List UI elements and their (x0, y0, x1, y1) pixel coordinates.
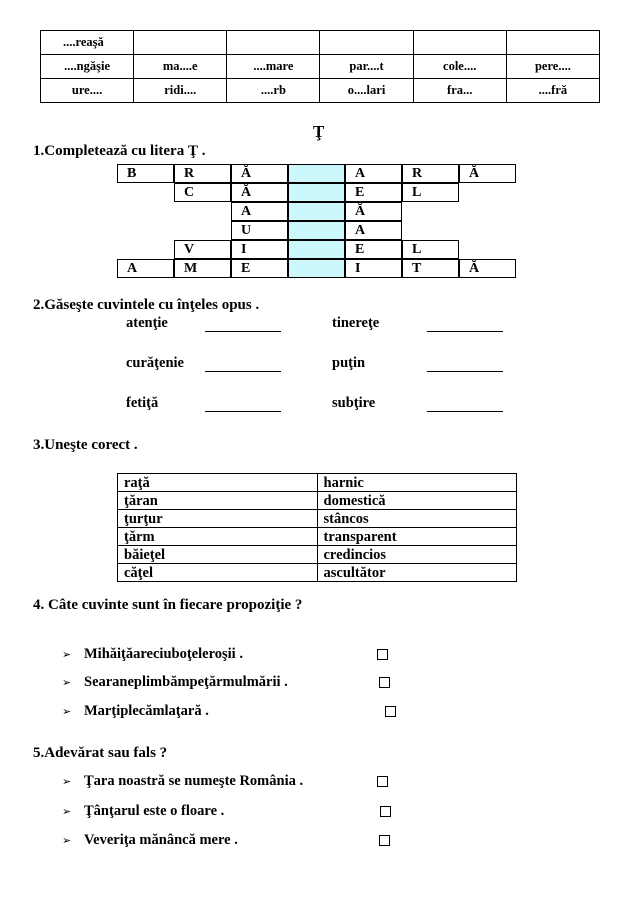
answer-blank[interactable] (427, 331, 503, 332)
fill-cell: pere.... (506, 55, 599, 79)
arrow-bullet-icon: ➢ (62, 834, 72, 847)
crossword-answer-cell[interactable] (288, 259, 345, 278)
exercise-3-heading: 3.Uneşte corect . (33, 437, 138, 453)
answer-blank[interactable] (205, 371, 281, 372)
match-left-word[interactable]: băieţel (118, 546, 318, 564)
fill-cell[interactable] (506, 31, 599, 55)
antonym-word: fetiţă (126, 395, 159, 411)
crossword-cell: T (402, 259, 459, 278)
answer-checkbox[interactable] (385, 706, 396, 717)
fill-cell: ....ngăşie (41, 55, 134, 79)
match-left-word[interactable]: ţăran (118, 492, 318, 510)
fill-cell[interactable] (134, 31, 227, 55)
answer-checkbox[interactable] (379, 835, 390, 846)
matching-table (117, 473, 517, 582)
crossword-cell: A (345, 164, 402, 183)
table-row (118, 492, 517, 510)
match-right-word[interactable]: harnic (317, 474, 517, 492)
fill-cell: fra... (413, 79, 506, 103)
answer-checkbox[interactable] (377, 649, 388, 660)
fill-cell: ridi.... (134, 79, 227, 103)
match-left-word[interactable]: ţurţur (118, 510, 318, 528)
crossword-cell: M (174, 259, 231, 278)
crossword-cell: Ă (231, 183, 288, 202)
answer-checkbox[interactable] (379, 677, 390, 688)
exercise-4-heading: 4. Câte cuvinte sunt în fiecare propoziţie ? (33, 597, 303, 613)
arrow-bullet-icon: ➢ (62, 775, 72, 788)
arrow-bullet-icon: ➢ (62, 805, 72, 818)
crossword-cell: L (402, 240, 459, 259)
crossword-cell: E (345, 183, 402, 202)
fill-cell[interactable] (320, 31, 413, 55)
answer-blank[interactable] (427, 371, 503, 372)
crossword-cell: A (345, 221, 402, 240)
table-row (118, 546, 517, 564)
crossword-cell: R (174, 164, 231, 183)
fill-cell: o....lari (320, 79, 413, 103)
crossword-cell: Ă (459, 259, 516, 278)
table-row (118, 564, 517, 582)
antonym-word: atenţie (126, 315, 168, 331)
match-left-word[interactable]: raţă (118, 474, 318, 492)
exercise-2-heading: 2.Găseşte cuvintele cu înţeles opus . (33, 297, 260, 313)
antonym-word: curăţenie (126, 355, 184, 371)
fill-cell: ....fră (506, 79, 599, 103)
fill-cell: ....rb (227, 79, 320, 103)
list-item: ➢ Ţânţarul este o floare . (62, 803, 225, 819)
answer-checkbox[interactable] (377, 776, 388, 787)
antonym-word: puţin (332, 355, 366, 371)
table-row (118, 474, 517, 492)
letter-title: Ţ (313, 122, 325, 141)
list-item: ➢ Mihăiţăareciuboţeleroşii . (62, 646, 243, 662)
match-left-word[interactable]: căţel (118, 564, 318, 582)
match-right-word[interactable]: domestică (317, 492, 517, 510)
match-right-word[interactable]: ascultător (317, 564, 517, 582)
fill-cell: ma....e (134, 55, 227, 79)
answer-checkbox[interactable] (380, 806, 391, 817)
antonym-word: tinereţe (332, 315, 380, 331)
table-row (41, 55, 600, 79)
match-right-word[interactable]: transparent (317, 528, 517, 546)
antonym-word: subţire (332, 395, 376, 411)
arrow-bullet-icon: ➢ (62, 676, 72, 689)
exercise-1-heading: 1.Completează cu litera Ţ . (33, 143, 206, 159)
crossword-answer-cell[interactable] (288, 183, 345, 202)
crossword-answer-cell[interactable] (288, 221, 345, 240)
crossword-answer-cell[interactable] (288, 240, 345, 259)
fill-in-table (40, 30, 600, 103)
crossword-cell: R (402, 164, 459, 183)
fill-cell: cole.... (413, 55, 506, 79)
fill-cell[interactable] (227, 31, 320, 55)
crossword-cell: Ă (459, 164, 516, 183)
match-right-word[interactable]: credincios (317, 546, 517, 564)
list-item: ➢ Marţiplecămlaţară . (62, 703, 209, 719)
crossword-cell: I (231, 240, 288, 259)
crossword-cell: Ă (231, 164, 288, 183)
answer-blank[interactable] (427, 411, 503, 412)
crossword-cell: L (402, 183, 459, 202)
crossword-cell: Ă (345, 202, 402, 221)
table-row (118, 510, 517, 528)
crossword-cell: B (117, 164, 174, 183)
table-row (118, 528, 517, 546)
list-item: ➢ Veveriţa mănâncă mere . (62, 832, 238, 848)
exercise-5-heading: 5.Adevărat sau fals ? (33, 745, 168, 761)
table-row (41, 79, 600, 103)
list-item: ➢ Ţara noastră se numeşte România . (62, 773, 304, 789)
crossword-answer-cell[interactable] (288, 202, 345, 221)
fill-cell: par....t (320, 55, 413, 79)
fill-cell: ....reaşă (41, 31, 134, 55)
crossword-cell: I (345, 259, 402, 278)
arrow-bullet-icon: ➢ (62, 705, 72, 718)
fill-cell: ure.... (41, 79, 134, 103)
crossword-cell: E (231, 259, 288, 278)
list-item: ➢ Searaneplimbămpeţărmulmării . (62, 674, 288, 690)
fill-cell: ....mare (227, 55, 320, 79)
arrow-bullet-icon: ➢ (62, 648, 72, 661)
match-right-word[interactable]: stâncos (317, 510, 517, 528)
crossword-cell: E (345, 240, 402, 259)
crossword-cell: C (174, 183, 231, 202)
table-row (41, 31, 600, 55)
fill-cell[interactable] (413, 31, 506, 55)
crossword-cell: V (174, 240, 231, 259)
crossword-cell: A (231, 202, 288, 221)
crossword-cell: A (117, 259, 174, 278)
match-left-word[interactable]: ţărm (118, 528, 318, 546)
answer-blank[interactable] (205, 411, 281, 412)
crossword-cell: U (231, 221, 288, 240)
answer-blank[interactable] (205, 331, 281, 332)
crossword-answer-cell[interactable] (288, 164, 345, 183)
